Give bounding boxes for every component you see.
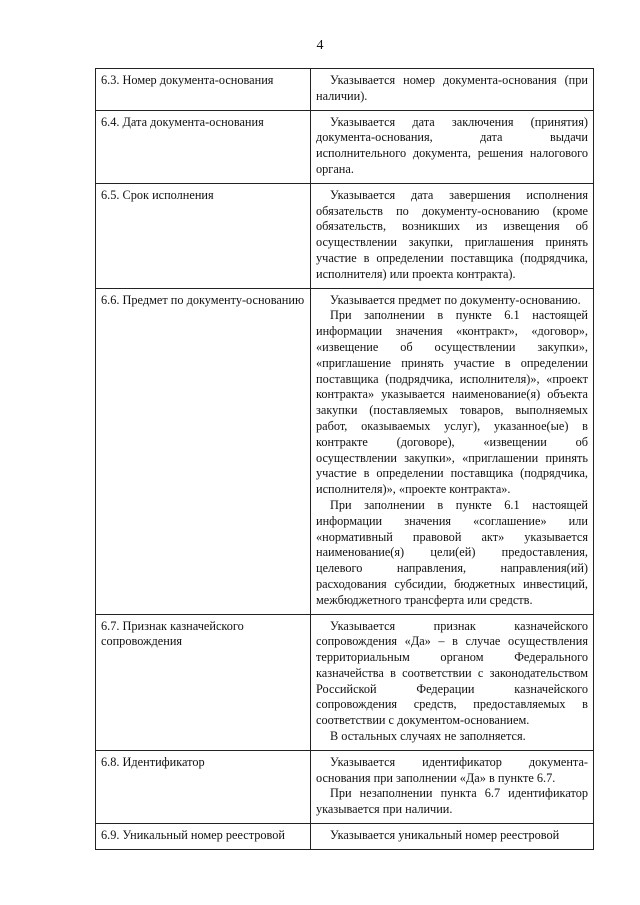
field-description: [311, 288, 594, 614]
description-paragraph: При заполнении в пункте 6.1 настоящей информации значения «контракт», «договор», «извещение об осуществлении закупки», «приглашение принять участие в определении поставщика (подрядчика, исполнителя)», «проект контракта» указывается наименование(я) объекта закупки (поставляемых товаров, выполняемых работ, оказываемых услуг), указанное(ые) в контракте (договоре), «извещении об осуществлении закупки», «приглашении принять участие в определении поставщика (подрядчика, исполнителя)», «проекте контракта».: [316, 308, 588, 497]
field-description: [311, 614, 594, 750]
description-paragraph: Указывается уникальный номер реестровой: [330, 828, 560, 843]
table-row: [96, 288, 594, 614]
field-name: 6.9. Уникальный номер реестровой: [96, 824, 311, 850]
requisites-table: [95, 68, 594, 850]
description-paragraph: При незаполнении пункта 6.7 идентификатор указывается при наличии.: [316, 786, 588, 817]
table-row: [96, 614, 594, 750]
field-name: 6.8. Идентификатор: [96, 750, 311, 823]
field-name: 6.7. Признак казначейского сопровождения: [96, 614, 311, 750]
description-paragraph: Указывается идентификатор документа-основания при заполнении «Да» в пункте 6.7.: [316, 754, 588, 785]
description-paragraph: При заполнении в пункте 6.1 настоящей информации значения «соглашение» или «нормативный правовой акт» указывается наименование(я) цели(ей) предоставления, целевого направления, направления(ий) расходования субсидии, бюджетных инвестиций, межбюджетного трансферта или средств.: [316, 497, 588, 607]
description-paragraph: Указывается номер документа-основания (при наличии).: [316, 73, 588, 103]
description-paragraph: В остальных случаях не заполняется.: [330, 729, 526, 744]
description-paragraph: Указывается дата завершения исполнения обязательств по документу-основанию (кроме обязательств, возникших из извещения об осуществлении закупки, приглашения принять участие в определении поставщика (подрядчика, исполнителя) или проекта контракта).: [316, 187, 588, 281]
field-name: 6.6. Предмет по документу-основанию: [96, 288, 311, 614]
field-description: [311, 750, 594, 823]
table-row: [96, 110, 594, 183]
field-description: [311, 69, 594, 111]
description-paragraph: Указывается предмет по документу-основанию.: [330, 292, 581, 307]
table-row: [96, 750, 594, 823]
field-description: [311, 183, 594, 288]
page-number: 4: [316, 38, 324, 53]
table-row: [96, 69, 594, 111]
field-name: 6.3. Номер документа-основания: [96, 69, 311, 111]
field-name: 6.5. Срок исполнения: [96, 183, 311, 288]
field-name: 6.4. Дата документа-основания: [96, 110, 311, 183]
table-row: [96, 824, 594, 850]
description-paragraph: Указывается признак казначейского сопровождения «Да» – в случае осуществления территориальным органом Федерального казначейства в соответствии с законодательством Российской Федерации казначейского сопровождения средств, предоставляемых в соответствии с документом-основанием.: [316, 618, 588, 728]
table-row: [96, 183, 594, 288]
field-description: [311, 824, 594, 850]
field-description: [311, 110, 594, 183]
description-paragraph: Указывается дата заключения (принятия) документа-основания, дата выдачи исполнительного документа, решения налогового органа.: [316, 114, 588, 176]
